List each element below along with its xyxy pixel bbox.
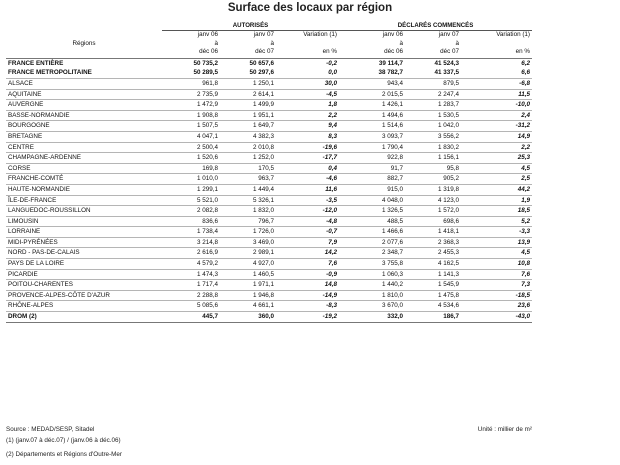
cell-d06: 1 466,6 [339, 227, 405, 238]
source-note: Source : MEDAD/SESP, Sitadel [6, 426, 95, 433]
cell-a06: 1 717,4 [162, 280, 220, 291]
cell-d07: 1 530,5 [405, 110, 461, 121]
cell-a06: 50 289,5 [193, 69, 218, 77]
cell-a07: 2 614,1 [220, 89, 276, 100]
table-row [6, 312, 532, 323]
cell-a06: 1 472,9 [162, 100, 220, 111]
cell-a06: 1 738,4 [162, 227, 220, 238]
cell-d07: 698,6 [405, 216, 461, 227]
table-row [6, 78, 532, 89]
table-row [6, 216, 532, 227]
header-cell: Variation (1) [496, 31, 531, 38]
cell-dv: 2,4 [461, 110, 532, 121]
header-cell: janv 06 [382, 31, 404, 38]
cell-av: -12,0 [276, 206, 339, 217]
cell-d07: 1 141,3 [405, 269, 461, 280]
cell-a07: 1 449,4 [220, 184, 276, 195]
cell-dv: 10,8 [461, 259, 532, 270]
cell-avar: -0,2 [276, 58, 339, 68]
table-row [6, 237, 532, 248]
cell-a06: 961,8 [162, 78, 220, 89]
cell-a07: 1 499,9 [220, 100, 276, 111]
table-row [6, 174, 532, 185]
cell-dv: -3,3 [461, 227, 532, 238]
cell-d06: 1 426,1 [339, 100, 405, 111]
cell-d06: 1 326,5 [339, 206, 405, 217]
table-row [6, 269, 532, 280]
cell-a07: 4 927,0 [220, 259, 276, 270]
table-row [6, 121, 532, 132]
cell-a06: 5 085,6 [162, 301, 220, 312]
cell-av: -3,5 [276, 195, 339, 206]
region-name: MIDI-PYRÉNÉES [6, 237, 162, 248]
cell-a07: 50 297,6 [249, 69, 274, 77]
cell-av: 2,2 [276, 110, 339, 121]
cell-d06: 4 048,0 [339, 195, 405, 206]
region-name: RHÔNE-ALPES [6, 301, 162, 312]
table-row [6, 163, 532, 174]
cell-dv: -6,8 [461, 78, 532, 89]
region-name: PROVENCE-ALPES-CÔTE D'AZUR [6, 290, 162, 301]
cell-av: -14,9 [276, 290, 339, 301]
cell-d06: 2 348,7 [339, 248, 405, 259]
region-name: FRANCE ENTIÈRE [6, 58, 162, 68]
table-row [6, 227, 532, 238]
cell-a06: 1 299,1 [162, 184, 220, 195]
cell-a07: 1 250,1 [220, 78, 276, 89]
region-name: DROM (2) [6, 312, 162, 323]
footnote-1: (1) (janv.07 à déc.07) / (janv.06 à déc.06) [6, 437, 121, 444]
cell-dv: -10,0 [461, 100, 532, 111]
cell-dv: 4,5 [461, 248, 532, 259]
cell-d06: 332,0 [339, 312, 405, 323]
cell-av: 14,2 [276, 248, 339, 259]
cell-dv: 4,5 [461, 163, 532, 174]
cell-a06: 3 214,8 [162, 237, 220, 248]
cell-d06: 943,4 [339, 78, 405, 89]
region-name: ÎLE-DE-FRANCE [6, 195, 162, 206]
cell-a07: 1 726,0 [220, 227, 276, 238]
cell-av: 30,0 [276, 78, 339, 89]
cell-dvar: 6,2 [461, 58, 532, 68]
cell-a06: 1 010,0 [162, 174, 220, 185]
cell-a07: 1 951,1 [220, 110, 276, 121]
cell-av: -19,2 [276, 312, 339, 323]
region-name: BASSE-NORMANDIE [6, 110, 162, 121]
cell-d06: 1 440,2 [339, 280, 405, 291]
table-row [6, 153, 532, 164]
cell-a07: 1 832,0 [220, 206, 276, 217]
cell-a06: 2 082,8 [162, 206, 220, 217]
cell-a06: 2 735,9 [162, 89, 220, 100]
cell-d07: 1 319,8 [405, 184, 461, 195]
header-cell: déc 07 [255, 48, 274, 56]
cell-av: 11,6 [276, 184, 339, 195]
regions-table [6, 21, 532, 323]
cell-av: 0,4 [276, 163, 339, 174]
region-name: CHAMPAGNE-ARDENNE [6, 153, 162, 164]
cell-a07: 5 326,1 [220, 195, 276, 206]
cell-dv: 7,6 [461, 269, 532, 280]
header-cell [461, 40, 532, 49]
unit-note: Unité : millier de m² [477, 426, 532, 433]
metro-row [6, 68, 532, 78]
region-name: AQUITAINE [6, 89, 162, 100]
table-row [6, 195, 532, 206]
region-name: PICARDIE [6, 269, 162, 280]
cell-av: 9,4 [276, 121, 339, 132]
table-row [6, 248, 532, 259]
region-name: AUVERGNE [6, 100, 162, 111]
cell-d06: 3 670,0 [339, 301, 405, 312]
cell-a06: 836,6 [162, 216, 220, 227]
cell-d07: 1 156,1 [405, 153, 461, 164]
cell-d06: 488,5 [339, 216, 405, 227]
cell-a07: 170,5 [220, 163, 276, 174]
region-name: BOURGOGNE [6, 121, 162, 132]
cell-d07: 4 123,0 [405, 195, 461, 206]
cell-a06: 1 474,3 [162, 269, 220, 280]
region-name: CENTRE [6, 142, 162, 153]
cell-d06: 1 514,6 [339, 121, 405, 132]
cell-d06: 1 060,3 [339, 269, 405, 280]
table-row [6, 206, 532, 217]
cell-d06: 882,7 [339, 174, 405, 185]
header-cell: en % [515, 48, 531, 56]
cell-a07: 1 460,5 [220, 269, 276, 280]
table-row [6, 131, 532, 142]
region-name: LORRAINE [6, 227, 162, 238]
cell-dv: 5,2 [461, 216, 532, 227]
cell-d07: 879,5 [405, 78, 461, 89]
header-cell: en % [322, 48, 338, 56]
region-name: PAYS DE LA LOIRE [6, 259, 162, 270]
cell-av: -17,7 [276, 153, 339, 164]
cell-d06: 38 782,7 [378, 69, 404, 77]
cell-dv: 25,3 [461, 153, 532, 164]
cell-a07: 360,0 [220, 312, 276, 323]
cell-dv: 1,9 [461, 195, 532, 206]
cell-d07: 2 247,4 [405, 89, 461, 100]
cell-av: 1,8 [276, 100, 339, 111]
cell-d07: 1 572,0 [405, 206, 461, 217]
total-row [6, 58, 532, 68]
table-row [6, 259, 532, 270]
cell-d07: 41 524,3 [405, 58, 461, 68]
cell-a06: 4 047,1 [162, 131, 220, 142]
region-name: LANGUEDOC-ROUSSILLON [6, 206, 162, 217]
cell-d06: 2 077,6 [339, 237, 405, 248]
cell-avar: 0,0 [328, 69, 338, 77]
footnote-2: (2) Départements et Régions d'Outre-Mer [6, 451, 122, 458]
header-cell [276, 40, 339, 49]
header-cell: janv 07 [253, 31, 274, 38]
cell-a06: 2 616,9 [162, 248, 220, 259]
region-name: POITOU-CHARENTES [6, 280, 162, 291]
page-title: Surface des locaux par région [227, 2, 393, 14]
region-name: NORD - PAS-DE-CALAIS [6, 248, 162, 259]
header-cell: déc 06 [384, 48, 404, 56]
cell-a07: 4 661,1 [220, 301, 276, 312]
region-name: FRANCE METROPOLITAINE [8, 69, 92, 77]
cell-d06: 39 114,7 [339, 58, 405, 68]
region-name: LIMOUSIN [6, 216, 162, 227]
region-name: ALSACE [6, 78, 162, 89]
group-autorises: AUTORISÉS [162, 21, 339, 31]
cell-av: 8,3 [276, 131, 339, 142]
cell-a07: 2 989,1 [220, 248, 276, 259]
cell-a07: 50 657,6 [220, 58, 276, 68]
cell-av: -4,5 [276, 89, 339, 100]
cell-d07: 95,8 [405, 163, 461, 174]
cell-a06: 2 288,8 [162, 290, 220, 301]
cell-dv: -43,0 [461, 312, 532, 323]
header-cell: déc 06 [199, 48, 218, 56]
cell-d06: 3 755,8 [339, 259, 405, 270]
cell-a06: 4 579,2 [162, 259, 220, 270]
cell-a07: 796,7 [220, 216, 276, 227]
cell-d07: 2 368,3 [405, 237, 461, 248]
cell-d07: 41 337,5 [434, 69, 460, 77]
cell-av: -0,7 [276, 227, 339, 238]
cell-dv: 18,5 [461, 206, 532, 217]
cell-d07: 905,2 [405, 174, 461, 185]
header-cell: déc 07 [440, 48, 460, 56]
cell-d06: 3 093,7 [339, 131, 405, 142]
header-cell: janv 07 [438, 31, 460, 38]
cell-a07: 1 971,1 [220, 280, 276, 291]
region-name: BRETAGNE [6, 131, 162, 142]
cell-a06: 1 507,5 [162, 121, 220, 132]
cell-dv: -18,5 [461, 290, 532, 301]
cell-a06: 1 520,6 [162, 153, 220, 164]
cell-dv: 14,9 [461, 131, 532, 142]
cell-d06: 922,8 [339, 153, 405, 164]
cell-a06: 445,7 [162, 312, 220, 323]
cell-a07: 3 469,0 [220, 237, 276, 248]
cell-d07: 2 455,3 [405, 248, 461, 259]
cell-dv: 7,3 [461, 280, 532, 291]
cell-dv: 2,5 [461, 174, 532, 185]
cell-a07: 1 649,7 [220, 121, 276, 132]
cell-d07: 1 042,0 [405, 121, 461, 132]
region-name: HAUTE-NORMANDIE [6, 184, 162, 195]
cell-dv: -31,2 [461, 121, 532, 132]
cell-a06: 1 908,8 [162, 110, 220, 121]
region-name: FRANCHE-COMTÉ [6, 174, 162, 185]
header-cell: à [214, 39, 218, 47]
cell-d06: 915,0 [339, 184, 405, 195]
cell-dvar: 6,6 [521, 69, 531, 77]
cell-av: -19,6 [276, 142, 339, 153]
cell-dv: 13,9 [461, 237, 532, 248]
header-cell: à [270, 39, 274, 47]
cell-a06: 2 500,4 [162, 142, 220, 153]
cell-d06: 1 790,4 [339, 142, 405, 153]
cell-d07: 3 556,2 [405, 131, 461, 142]
cell-d06: 91,7 [339, 163, 405, 174]
cell-dv: 23,6 [461, 301, 532, 312]
cell-d07: 186,7 [405, 312, 461, 323]
cell-d07: 4 534,6 [405, 301, 461, 312]
cell-a07: 963,7 [220, 174, 276, 185]
group-declares: DÉCLARÉS COMMENCÉS [339, 21, 532, 31]
table-row [6, 290, 532, 301]
table-row [6, 100, 532, 111]
table-row [6, 110, 532, 121]
table-row [6, 142, 532, 153]
cell-dv: 11,5 [461, 89, 532, 100]
cell-d07: 4 162,5 [405, 259, 461, 270]
cell-a06: 169,8 [162, 163, 220, 174]
cell-av: 7,6 [276, 259, 339, 270]
header-cell: à [455, 39, 460, 47]
regions-header: Régions [72, 39, 96, 47]
cell-av: -8,3 [276, 301, 339, 312]
cell-a07: 4 382,3 [220, 131, 276, 142]
cell-d07: 1 283,7 [405, 100, 461, 111]
region-name: CORSE [6, 163, 162, 174]
cell-d07: 1 830,2 [405, 142, 461, 153]
cell-a07: 1 946,8 [220, 290, 276, 301]
cell-dv: 44,2 [461, 184, 532, 195]
table-row [6, 89, 532, 100]
cell-d06: 1 810,0 [339, 290, 405, 301]
table-row [6, 184, 532, 195]
cell-a07: 1 252,0 [220, 153, 276, 164]
cell-dv: 2,2 [461, 142, 532, 153]
cell-av: -4,6 [276, 174, 339, 185]
cell-a06: 5 521,0 [162, 195, 220, 206]
cell-av: -4,8 [276, 216, 339, 227]
header-cell: Variation (1) [303, 31, 338, 38]
cell-d06: 1 494,6 [339, 110, 405, 121]
cell-av: 7,9 [276, 237, 339, 248]
cell-d06: 2 015,5 [339, 89, 405, 100]
cell-av: 14,8 [276, 280, 339, 291]
cell-d07: 1 545,9 [405, 280, 461, 291]
cell-a07: 2 010,8 [220, 142, 276, 153]
header-cell: à [399, 39, 404, 47]
cell-d07: 1 475,8 [405, 290, 461, 301]
cell-av: -0,9 [276, 269, 339, 280]
header-cell: janv 06 [197, 31, 218, 38]
table-row [6, 280, 532, 291]
table-row [6, 301, 532, 312]
cell-a06: 50 735,2 [162, 58, 220, 68]
cell-d07: 1 418,1 [405, 227, 461, 238]
